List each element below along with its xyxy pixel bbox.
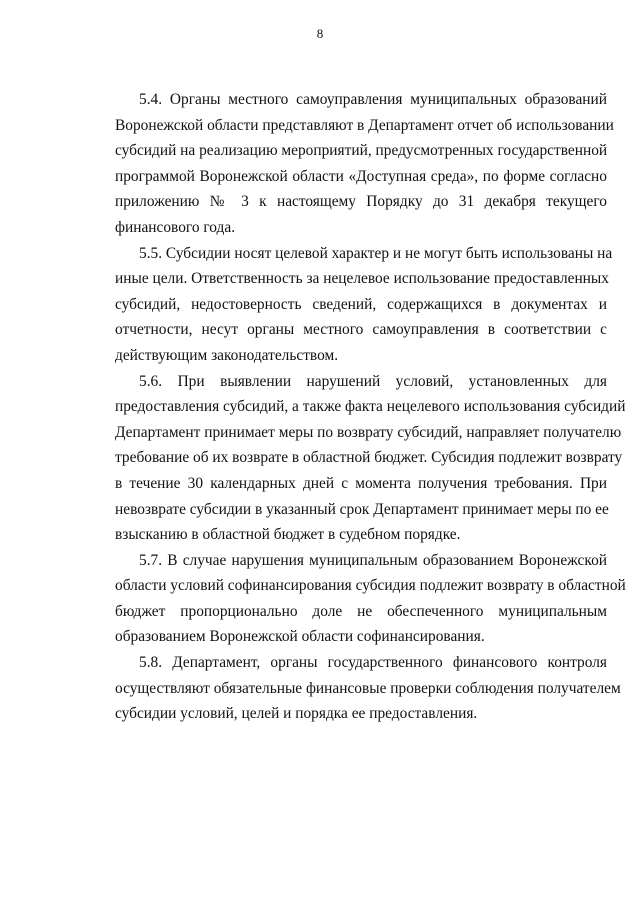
document-body bbox=[115, 87, 626, 727]
page-number: 8 bbox=[316, 26, 324, 41]
text-line: субсидии условий, целей и порядка ее предоставления. bbox=[115, 705, 478, 723]
text-line: бюджет пропорционально доле не обеспеченного муниципальным bbox=[115, 602, 607, 620]
text-line: взысканию в областной бюджет в судебном порядке. bbox=[115, 526, 461, 544]
text-line: Департамент принимает меры по возврату субсидий, направляет получателю bbox=[115, 423, 622, 441]
text-line: Воронежской области представляют в Департамент отчет об использовании bbox=[115, 116, 614, 134]
paragraph-5-6 bbox=[115, 369, 626, 548]
text-line: 5.7. В случае нарушения муниципальным образованием Воронежской bbox=[139, 551, 607, 569]
paragraph-5-4 bbox=[115, 87, 614, 241]
text-line: приложению № 3 к настоящему Порядку до 31 декабря текущего bbox=[115, 193, 607, 211]
text-line: действующим законодательством. bbox=[115, 346, 339, 364]
text-line: осуществляют обязательные финансовые проверки соблюдения получателем bbox=[115, 679, 621, 697]
paragraph-5-7 bbox=[115, 548, 626, 650]
text-line: программой Воронежской области «Доступная среда», по форме согласно bbox=[115, 167, 607, 185]
paragraph-5-8 bbox=[115, 650, 621, 727]
text-line: иные цели. Ответственность за нецелевое использование предоставленных bbox=[115, 270, 609, 288]
text-line: субсидий, недостоверность сведений, содержащихся в документах и bbox=[115, 295, 607, 313]
text-line: 5.8. Департамент, органы государственного финансового контроля bbox=[139, 654, 607, 672]
text-line: 5.6. При выявлении нарушений условий, установленных для bbox=[139, 372, 607, 390]
text-line: предоставления субсидий, а также факта нецелевого использования субсидий bbox=[115, 398, 626, 416]
text-line: области условий софинансирования субсидия подлежит возврату в областной bbox=[115, 577, 626, 595]
text-line: 5.5. Субсидии носят целевой характер и не могут быть использованы на bbox=[139, 244, 613, 262]
text-line: отчетности, несут органы местного самоуправления в соответствии с bbox=[115, 321, 607, 339]
text-line: требование об их возврате в областной бюджет. Субсидия подлежит возврату bbox=[115, 449, 623, 467]
text-line: финансового года. bbox=[115, 218, 236, 236]
text-line: в течение 30 календарных дней с момента получения требования. При bbox=[115, 474, 607, 492]
text-line: субсидий на реализацию мероприятий, предусмотренных государственной bbox=[115, 142, 608, 160]
paragraph-5-5 bbox=[115, 241, 613, 369]
text-line: невозврате субсидии в указанный срок Департамент принимает меры по ее bbox=[115, 500, 609, 518]
text-line: 5.4. Органы местного самоуправления муниципальных образований bbox=[139, 91, 607, 108]
text-line: образованием Воронежской области софинансирования. bbox=[115, 628, 485, 646]
